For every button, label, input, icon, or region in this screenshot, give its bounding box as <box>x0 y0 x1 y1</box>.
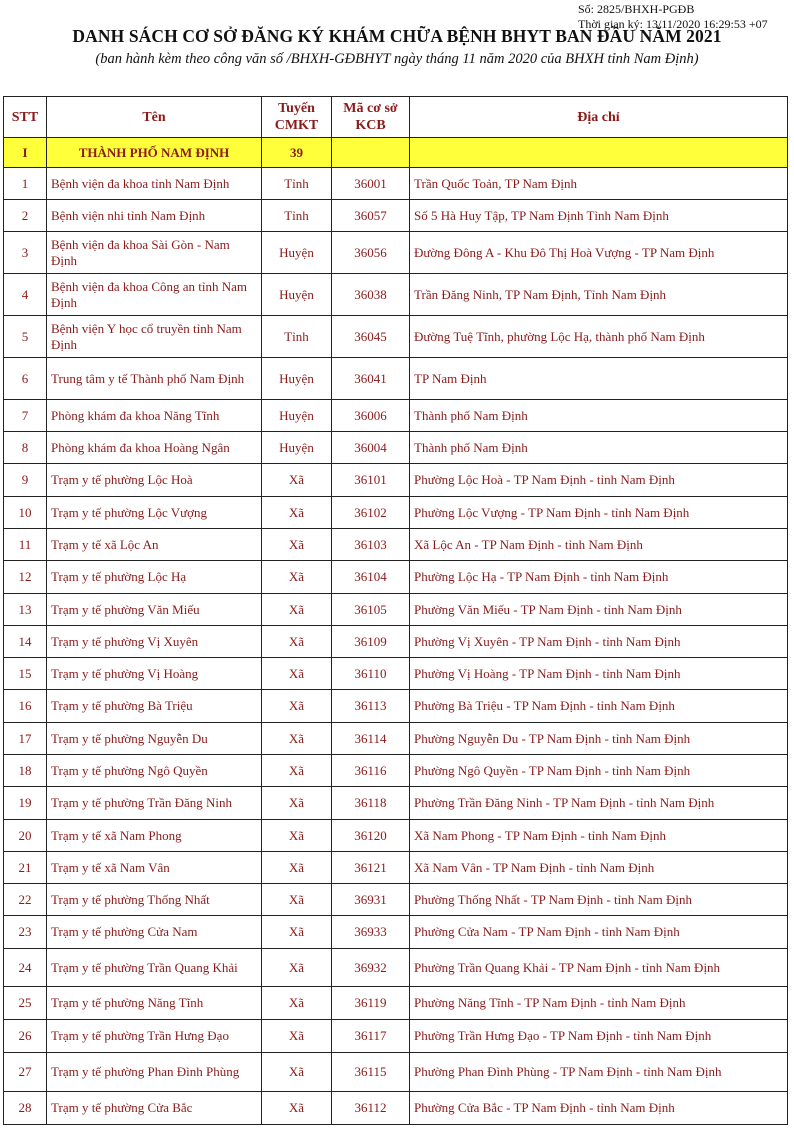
cell-tuyen: Xã <box>262 561 332 594</box>
cell-ma: 36113 <box>332 690 410 723</box>
cell-stt: 2 <box>4 200 47 232</box>
cell-ten: Bệnh viện Y học cổ truyền tỉnh Nam Định <box>47 316 262 358</box>
cell-ten: Phòng khám đa khoa Năng Tĩnh <box>47 400 262 432</box>
cell-stt: 9 <box>4 464 47 497</box>
header-stt: STT <box>4 97 47 138</box>
cell-ten: Bệnh viện đa khoa Công an tỉnh Nam Định <box>47 274 262 316</box>
cell-ma: 36104 <box>332 561 410 594</box>
header-diachi: Địa chỉ <box>410 97 788 138</box>
cell-stt: 13 <box>4 594 47 626</box>
cell-stt: 23 <box>4 916 47 949</box>
cell-stt: 8 <box>4 432 47 464</box>
cell-stt: 16 <box>4 690 47 723</box>
cell-ten: Trạm y tế phường Nguyễn Du <box>47 723 262 755</box>
cell-ma: 36105 <box>332 594 410 626</box>
cell-diachi: Xã Nam Vân - TP Nam Định - tỉnh Nam Định <box>410 852 788 884</box>
cell-diachi: Phường Lộc Vượng - TP Nam Định - tỉnh Nam Định <box>410 497 788 529</box>
header-ma: Mã cơ sở KCB <box>332 97 410 138</box>
cell-diachi: Phường Vị Hoàng - TP Nam Định - tỉnh Nam Định <box>410 658 788 690</box>
cell-tuyen: Huyện <box>262 232 332 274</box>
cell-ten: Bệnh viện nhi tỉnh Nam Định <box>47 200 262 232</box>
cell-diachi: Phường Cửa Bắc - TP Nam Định - tỉnh Nam Định <box>410 1092 788 1125</box>
cell-ten: Trạm y tế xã Nam Vân <box>47 852 262 884</box>
cell-diachi: Phường Nguyễn Du - TP Nam Định - tỉnh Nam Định <box>410 723 788 755</box>
cell-ma: 36038 <box>332 274 410 316</box>
cell-diachi: Phường Ngô Quyền - TP Nam Định - tỉnh Nam Định <box>410 755 788 787</box>
table-row <box>4 464 788 497</box>
cell-ma: 36115 <box>332 1053 410 1092</box>
cell-stt: 1 <box>4 168 47 200</box>
table-row <box>4 1020 788 1053</box>
table-row <box>4 1053 788 1092</box>
cell-ten: Trạm y tế phường Trần Quang Khải <box>47 949 262 987</box>
table-row <box>4 626 788 658</box>
header-tuyen: Tuyến CMKT <box>262 97 332 138</box>
table-row <box>4 232 788 274</box>
cell-ten: Trạm y tế phường Văn Miếu <box>47 594 262 626</box>
table-row <box>4 497 788 529</box>
cell-ma: 36116 <box>332 755 410 787</box>
cell-diachi: Trần Quốc Toản, TP Nam Định <box>410 168 788 200</box>
cell-ten: Trạm y tế phường Cửa Bắc <box>47 1092 262 1125</box>
cell-ten: Trạm y tế phường Phan Đình Phùng <box>47 1053 262 1092</box>
cell-diachi: Phường Trần Đăng Ninh - TP Nam Định - tỉnh Nam Định <box>410 787 788 820</box>
table-row <box>4 723 788 755</box>
cell-tuyen: Tỉnh <box>262 316 332 358</box>
cell-diachi: Phường Trần Quang Khải - TP Nam Định - tỉnh Nam Định <box>410 949 788 987</box>
table-row <box>4 987 788 1020</box>
cell-ten: Bệnh viện đa khoa Sài Gòn - Nam Định <box>47 232 262 274</box>
cell-tuyen: Xã <box>262 464 332 497</box>
cell-stt: 18 <box>4 755 47 787</box>
page-title: DANH SÁCH CƠ SỞ ĐĂNG KÝ KHÁM CHỮA BỆNH BHYT BAN ĐẦU NĂM 2021 <box>72 26 722 46</box>
cell-tuyen: Xã <box>262 723 332 755</box>
cell-stt: 25 <box>4 987 47 1020</box>
cell-ma: 36932 <box>332 949 410 987</box>
table-row <box>4 852 788 884</box>
cell-ten: Trạm y tế phường Trần Đăng Ninh <box>47 787 262 820</box>
table-row <box>4 400 788 432</box>
cell-ten: Trạm y tế phường Thống Nhất <box>47 884 262 916</box>
table-row <box>4 755 788 787</box>
cell-stt: 3 <box>4 232 47 274</box>
cell-diachi: Phường Thống Nhất - TP Nam Định - tỉnh Nam Định <box>410 884 788 916</box>
cell-ten: Trạm y tế phường Cửa Nam <box>47 916 262 949</box>
cell-diachi: Phường Vị Xuyên - TP Nam Định - tỉnh Nam Định <box>410 626 788 658</box>
table-row <box>4 529 788 561</box>
cell-diachi: TP Nam Định <box>410 358 788 400</box>
cell-stt: 20 <box>4 820 47 852</box>
cell-stt: 4 <box>4 274 47 316</box>
cell-stt: 27 <box>4 1053 47 1092</box>
table-row <box>4 884 788 916</box>
group-empty-diachi <box>410 138 788 168</box>
cell-diachi: Phường Lộc Hoà - TP Nam Định - tỉnh Nam Định <box>410 464 788 497</box>
cell-stt: 14 <box>4 626 47 658</box>
cell-ten: Trạm y tế xã Lộc An <box>47 529 262 561</box>
cell-ma: 36004 <box>332 432 410 464</box>
cell-tuyen: Xã <box>262 626 332 658</box>
header-ten: Tên <box>47 97 262 138</box>
cell-tuyen: Xã <box>262 658 332 690</box>
cell-ma: 36045 <box>332 316 410 358</box>
page-subtitle: (ban hành kèm theo công văn số /BHXH-GĐBHYT ngày tháng 11 năm 2020 của BHXH tỉnh Nam Định) <box>95 51 699 67</box>
cell-stt: 17 <box>4 723 47 755</box>
cell-stt: 19 <box>4 787 47 820</box>
group-count: 39 <box>262 138 332 168</box>
table-row <box>4 1092 788 1125</box>
cell-ma: 36114 <box>332 723 410 755</box>
table-row <box>4 358 788 400</box>
cell-tuyen: Xã <box>262 916 332 949</box>
cell-stt: 28 <box>4 1092 47 1125</box>
cell-stt: 7 <box>4 400 47 432</box>
group-row <box>4 138 788 168</box>
cell-ma: 36117 <box>332 1020 410 1053</box>
cell-tuyen: Xã <box>262 787 332 820</box>
cell-ten: Trạm y tế phường Vị Hoàng <box>47 658 262 690</box>
table-row <box>4 594 788 626</box>
cell-diachi: Đường Đông A - Khu Đô Thị Hoà Vượng - TP Nam Định <box>410 232 788 274</box>
table-row <box>4 658 788 690</box>
cell-diachi: Phường Bà Triệu - TP Nam Định - tỉnh Nam Định <box>410 690 788 723</box>
table-row <box>4 820 788 852</box>
cell-ten: Trạm y tế xã Nam Phong <box>47 820 262 852</box>
cell-ma: 36101 <box>332 464 410 497</box>
table-row <box>4 200 788 232</box>
cell-stt: 11 <box>4 529 47 561</box>
cell-stt: 15 <box>4 658 47 690</box>
cell-tuyen: Xã <box>262 594 332 626</box>
cell-ma: 36121 <box>332 852 410 884</box>
table-row <box>4 274 788 316</box>
table-row <box>4 561 788 594</box>
cell-stt: 22 <box>4 884 47 916</box>
cell-diachi: Xã Nam Phong - TP Nam Định - tỉnh Nam Định <box>410 820 788 852</box>
cell-ten: Bệnh viện đa khoa tỉnh Nam Định <box>47 168 262 200</box>
cell-tuyen: Xã <box>262 820 332 852</box>
cell-diachi: Phường Lộc Hạ - TP Nam Định - tỉnh Nam Định <box>410 561 788 594</box>
cell-diachi: Xã Lộc An - TP Nam Định - tỉnh Nam Định <box>410 529 788 561</box>
cell-ten: Trạm y tế phường Ngô Quyền <box>47 755 262 787</box>
cell-tuyen: Xã <box>262 755 332 787</box>
cell-tuyen: Xã <box>262 1020 332 1053</box>
cell-ten: Trạm y tế phường Lộc Hạ <box>47 561 262 594</box>
cell-ma: 36110 <box>332 658 410 690</box>
table-row <box>4 787 788 820</box>
cell-tuyen: Tỉnh <box>262 168 332 200</box>
cell-diachi: Đường Tuệ Tĩnh, phường Lộc Hạ, thành phố Nam Định <box>410 316 788 358</box>
cell-ma: 36057 <box>332 200 410 232</box>
cell-ten: Phòng khám đa khoa Hoàng Ngân <box>47 432 262 464</box>
cell-tuyen: Huyện <box>262 274 332 316</box>
cell-ma: 36931 <box>332 884 410 916</box>
document-number: Số: 2825/BHXH-PGĐB <box>578 2 695 16</box>
table-row <box>4 690 788 723</box>
cell-ma: 36001 <box>332 168 410 200</box>
cell-tuyen: Huyện <box>262 432 332 464</box>
cell-stt: 26 <box>4 1020 47 1053</box>
cell-diachi: Phường Cửa Nam - TP Nam Định - tỉnh Nam Định <box>410 916 788 949</box>
table-row <box>4 316 788 358</box>
signing-time: Thời gian ký: 13/11/2020 16:29:53 +07 <box>578 17 768 31</box>
cell-stt: 5 <box>4 316 47 358</box>
cell-tuyen: Xã <box>262 690 332 723</box>
cell-ma: 36006 <box>332 400 410 432</box>
cell-ma: 36112 <box>332 1092 410 1125</box>
cell-ma: 36933 <box>332 916 410 949</box>
cell-tuyen: Tỉnh <box>262 200 332 232</box>
cell-tuyen: Xã <box>262 884 332 916</box>
cell-diachi: Phường Năng Tĩnh - TP Nam Định - tỉnh Nam Định <box>410 987 788 1020</box>
cell-ma: 36120 <box>332 820 410 852</box>
cell-tuyen: Xã <box>262 852 332 884</box>
cell-tuyen: Xã <box>262 987 332 1020</box>
cell-diachi: Phường Phan Đình Phùng - TP Nam Định - tỉnh Nam Định <box>410 1053 788 1092</box>
cell-ma: 36109 <box>332 626 410 658</box>
cell-tuyen: Xã <box>262 1092 332 1125</box>
cell-ten: Trạm y tế phường Lộc Vượng <box>47 497 262 529</box>
cell-stt: 21 <box>4 852 47 884</box>
group-stt: I <box>4 138 47 168</box>
cell-tuyen: Xã <box>262 497 332 529</box>
table-row <box>4 432 788 464</box>
table-row <box>4 168 788 200</box>
table-row <box>4 949 788 987</box>
cell-tuyen: Xã <box>262 949 332 987</box>
cell-diachi: Trần Đăng Ninh, TP Nam Định, Tỉnh Nam Định <box>410 274 788 316</box>
cell-tuyen: Huyện <box>262 358 332 400</box>
cell-ten: Trung tâm y tế Thành phố Nam Định <box>47 358 262 400</box>
cell-stt: 6 <box>4 358 47 400</box>
table-row <box>4 916 788 949</box>
cell-ma: 36041 <box>332 358 410 400</box>
cell-ma: 36118 <box>332 787 410 820</box>
cell-ten: Trạm y tế phường Năng Tĩnh <box>47 987 262 1020</box>
facility-table <box>3 96 788 1125</box>
cell-ten: Trạm y tế phường Bà Triệu <box>47 690 262 723</box>
cell-stt: 12 <box>4 561 47 594</box>
cell-diachi: Thành phố Nam Định <box>410 432 788 464</box>
cell-ma: 36102 <box>332 497 410 529</box>
cell-ma: 36103 <box>332 529 410 561</box>
cell-ten: Trạm y tế phường Lộc Hoà <box>47 464 262 497</box>
group-empty-ma <box>332 138 410 168</box>
cell-ma: 36119 <box>332 987 410 1020</box>
cell-ten: Trạm y tế phường Vị Xuyên <box>47 626 262 658</box>
cell-tuyen: Huyện <box>262 400 332 432</box>
table-header-row <box>4 97 788 138</box>
cell-diachi: Thành phố Nam Định <box>410 400 788 432</box>
cell-diachi: Phường Văn Miếu - TP Nam Định - tỉnh Nam Định <box>410 594 788 626</box>
cell-tuyen: Xã <box>262 1053 332 1092</box>
cell-stt: 10 <box>4 497 47 529</box>
cell-stt: 24 <box>4 949 47 987</box>
cell-diachi: Số 5 Hà Huy Tập, TP Nam Định Tỉnh Nam Định <box>410 200 788 232</box>
cell-ten: Trạm y tế phường Trần Hưng Đạo <box>47 1020 262 1053</box>
cell-tuyen: Xã <box>262 529 332 561</box>
group-name: THÀNH PHỐ NAM ĐỊNH <box>47 138 262 168</box>
cell-ma: 36056 <box>332 232 410 274</box>
cell-diachi: Phường Trần Hưng Đạo - TP Nam Định - tỉnh Nam Định <box>410 1020 788 1053</box>
